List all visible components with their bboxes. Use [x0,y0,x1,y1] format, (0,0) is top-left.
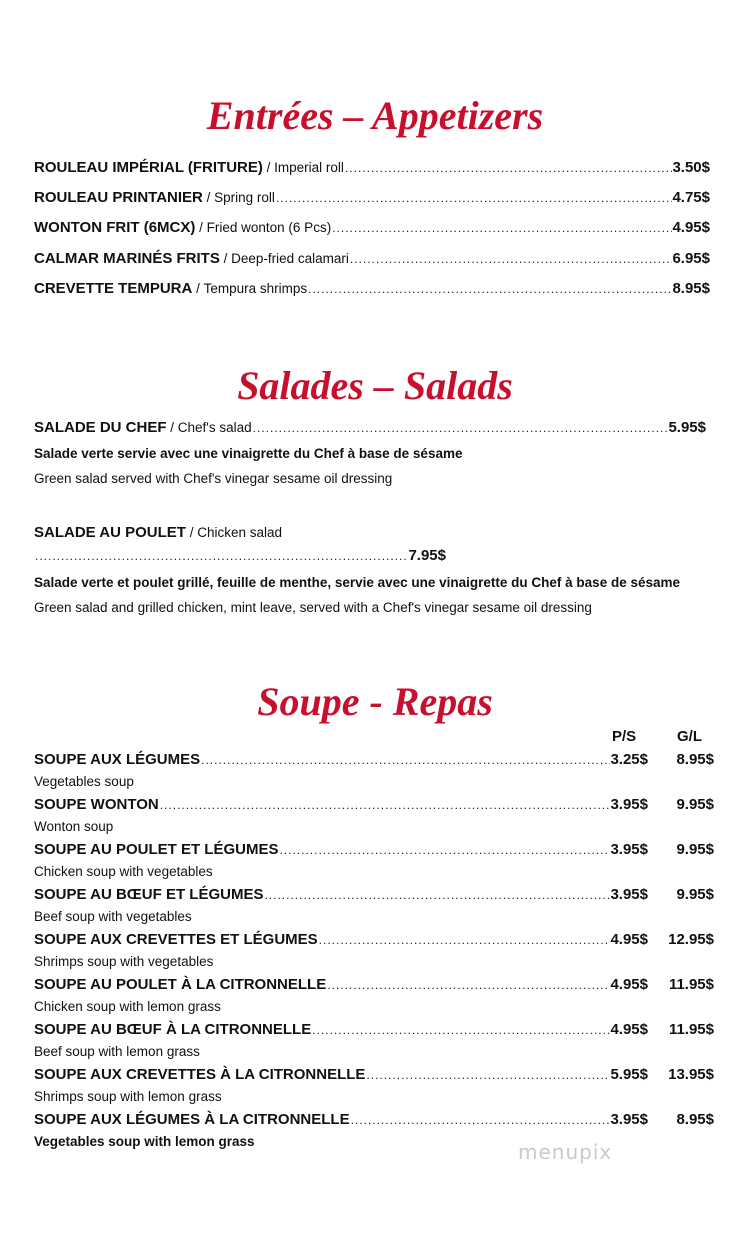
item-price-small: 4.95$ [610,1021,648,1038]
item-english: Chicken soup with lemon grass [34,999,221,1014]
soup-item [34,1065,714,1085]
item-english: Deep-fried calamari [231,251,349,266]
item-english: Imperial roll [274,160,344,175]
item-name: SOUPE AU BŒUF À LA CITRONNELLE [34,1021,312,1038]
item-price-large: 11.95$ [668,976,714,993]
item-price-small: 3.95$ [610,1111,648,1128]
item-price-small: 4.95$ [610,976,648,993]
dot-leader [278,840,610,860]
dot-leader [318,930,611,950]
dot-leader [263,885,610,905]
item-name: SOUPE AUX CREVETTES À LA CITRONNELLE [34,1066,366,1083]
item-english: Chicken salad [197,525,283,540]
item-name: SALADE DU CHEF [34,419,167,436]
dot-leader [252,418,669,438]
item-english: Tempura shrimps [203,281,308,296]
item-price-small: 3.95$ [610,841,648,858]
salad-item-price-row [34,546,446,566]
item-description-en: Green salad served with Chef's vinegar sesame oil dressing [34,471,393,486]
item-price-small: 4.95$ [610,931,648,948]
item-english: Vegetables soup [34,774,134,789]
item-price: 4.75$ [672,189,710,206]
item-name: CALMAR MARINÉS FRITS [34,250,220,267]
item-name: SOUPE AUX LÉGUMES [34,751,201,768]
appetizer-item: ROULEAU IMPÉRIAL (FRITURE) / Imperial roll ..... 3.50$ [34,158,710,178]
item-description-fr: Salade verte et poulet grillé, feuille de menthe, servie avec une vinaigrette du Chef à base de sésame [34,575,681,590]
item-price-small: 3.95$ [610,796,648,813]
item-english: Spring roll [214,190,275,205]
item-price: 8.95$ [672,280,710,297]
item-price-small: 3.95$ [610,886,648,903]
appetizer-item: WONTON FRIT (6MCX) / Fried wonton (6 Pcs) ..... 4.95$ [34,218,710,238]
item-name: SOUPE AU POULET ET LÉGUMES [34,841,279,858]
item-price: 5.95$ [668,419,706,436]
item-price: 3.50$ [672,159,710,176]
item-price: 4.95$ [672,219,710,236]
item-price-large: 9.95$ [676,886,714,903]
soup-item [34,750,714,770]
soup-item [34,930,714,950]
item-english: Wonton soup [34,819,114,834]
appetizers-title: Entrées – Appetizers [206,93,544,138]
item-price-large: 8.95$ [676,1111,714,1128]
dot-leader [349,249,673,269]
dot-leader [159,795,611,815]
item-price-large: 9.95$ [676,796,714,813]
soup-item [34,975,714,995]
item-price: 6.95$ [672,250,710,267]
dot-leader [311,1020,610,1040]
item-price: 7.95$ [408,547,446,564]
soup-item [34,840,714,860]
soup-item [34,1020,714,1040]
item-price-large: 8.95$ [676,751,714,768]
item-price-small: 5.95$ [610,1066,648,1083]
item-name: CREVETTE TEMPURA [34,280,193,297]
soup-item [34,1110,714,1130]
item-name: SOUPE AUX CREVETTES ET LÉGUMES [34,931,318,948]
item-description-fr: Salade verte servie avec une vinaigrette du Chef à base de sésame [34,446,463,461]
item-name: ROULEAU IMPÉRIAL (FRITURE) [34,159,263,176]
soup-item [34,885,714,905]
item-english: Vegetables soup with lemon grass [34,1134,255,1149]
dot-leader [344,158,673,178]
item-name: SOUPE WONTON [34,796,159,813]
item-name: SOUPE AU BŒUF ET LÉGUMES [34,886,264,903]
salads-title: Salades – Salads [237,363,513,408]
item-price-large: 12.95$ [668,931,714,948]
item-name: SOUPE AUX LÉGUMES À LA CITRONNELLE [34,1111,350,1128]
appetizer-item: CALMAR MARINÉS FRITS / Deep-fried calamari ..... 6.95$ [34,249,710,269]
item-name: SALADE AU POULET [34,524,186,541]
item-name: WONTON FRIT (6MCX) [34,219,196,236]
item-price-small: 3.25$ [610,751,648,768]
item-english: Chef's salad [177,420,252,435]
appetizer-item: CREVETTE TEMPURA / Tempura shrimps ..... 8.95$ [34,279,710,299]
item-english: Beef soup with lemon grass [34,1044,200,1059]
item-name: SOUPE AU POULET À LA CITRONNELLE [34,976,327,993]
item-price-large: 13.95$ [668,1066,714,1083]
dot-leader [307,279,672,299]
dot-leader [275,188,673,208]
soups-title: Soupe - Repas [257,679,493,724]
item-english: Beef soup with vegetables [34,909,192,924]
dot-leader [350,1110,611,1130]
item-description-en: Green salad and grilled chicken, mint leave, served with a Chef's vinegar sesame oil dressing [34,600,592,615]
item-english: Shrimps soup with lemon grass [34,1089,222,1104]
item-english: Fried wonton (6 Pcs) [206,220,332,235]
item-name: ROULEAU PRINTANIER [34,189,203,206]
item-english: Chicken soup with vegetables [34,864,213,879]
item-english: Shrimps soup with vegetables [34,954,214,969]
column-header-small: P/S [612,728,637,745]
dot-leader [326,975,610,995]
dot-leader [200,750,610,770]
dot-leader [365,1065,610,1085]
salad-item-name: SALADE AU POULET / Chicken salad [34,524,283,541]
item-price-large: 11.95$ [668,1021,714,1038]
item-price-large: 9.95$ [676,841,714,858]
column-header-large: G/L [677,728,702,745]
salad-item: SALADE DU CHEF / Chef's salad ..... 5.95$ [34,418,706,438]
dot-leader [331,218,672,238]
dot-leader [34,546,408,566]
soup-item [34,795,714,815]
appetizer-item: ROULEAU PRINTANIER / Spring roll ..... 4.75$ [34,188,710,208]
watermark: menupix [518,1140,613,1164]
